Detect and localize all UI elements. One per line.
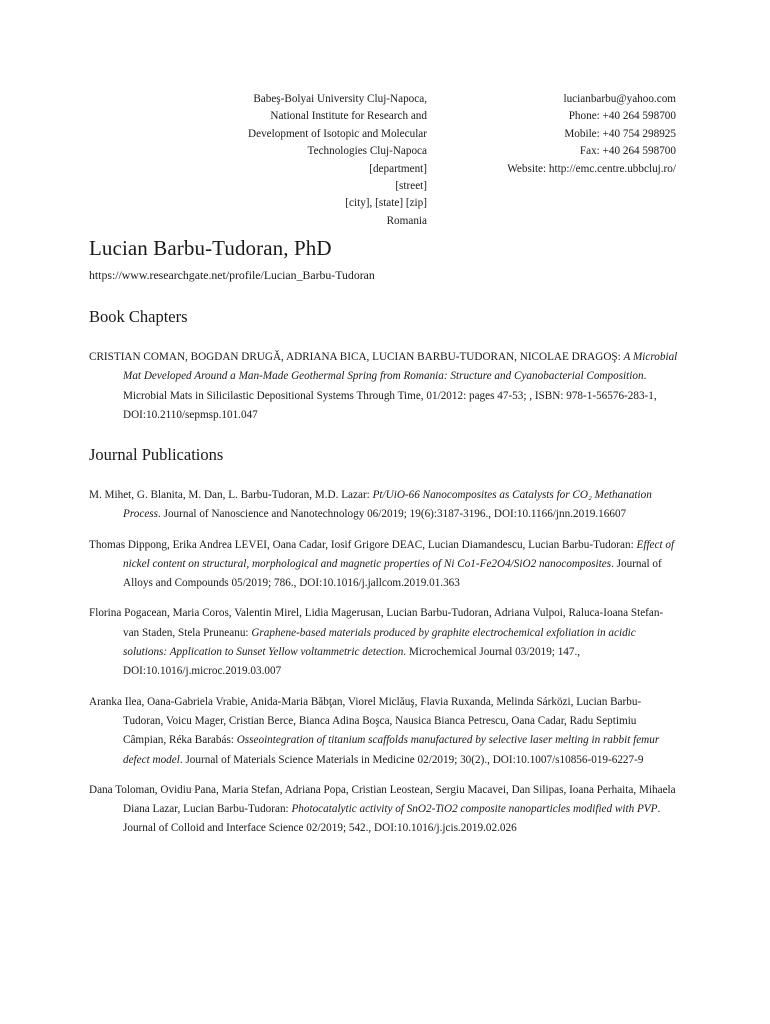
fax-number: Fax: +40 264 598700: [579, 145, 676, 158]
entry-details: . Journal of Colloid and Interface Science 02/2019; 542., DOI:10.1016/j.jcis.2019.02.026: [123, 803, 661, 835]
website-link[interactable]: Website: http://emc.centre.ubbcluj.ro/: [507, 162, 676, 175]
entry-title: Graphene-based materials produced by graphite electrochemical exfoliation in acidic solutions: Application to Sunset Yellow voltammetric detection: [123, 626, 636, 659]
address-line: [department]: [369, 162, 427, 175]
address-line: [street]: [395, 180, 427, 193]
entry-details: . Journal of Materials Science Materials in Medicine 02/2019; 30(2)., DOI:10.1007/s10856-019-6227-9: [179, 753, 644, 766]
entry-title: A Microbial Mat Developed Around a Man-Made Geothermal Spring from Romania: Structure and Cyanobacterial Composition: [123, 351, 678, 383]
list-item: [89, 348, 679, 425]
profile-link[interactable]: https://www.researchgate.net/profile/Lucian_Barbu-Tudoran: [89, 268, 375, 282]
contact-block: [440, 91, 676, 178]
entry-authors: CRISTIAN COMAN, BOGDAN DRUGĂ, ADRIANA BICA, LUCIAN BARBU-TUDORAN, NICOLAE DRAGOŞ:: [89, 351, 624, 363]
address-line: [city], [state] [zip]: [345, 197, 427, 210]
address-line: Development of Isotopic and Molecular: [248, 127, 427, 140]
address-line: National Institute for Research and: [270, 110, 427, 123]
entry-authors: Thomas Dippong, Erika Andrea LEVEI, Oana Cadar, Iosif Grigore DEAC, Lucian Diamandescu, Lucian Barbu-Tudoran:: [89, 538, 637, 551]
person-name: Lucian Barbu-Tudoran, PhD: [89, 236, 332, 260]
entry-title: Effect of nickel content on structural, morphological and magnetic properties of Ni Co1-Fe2O4/SiO2 nanocomposites: [123, 538, 675, 570]
list-item: [89, 693, 679, 770]
book-chapters-list: [89, 348, 679, 436]
journal-publications-list: [89, 486, 679, 850]
entry-authors: M. Mihet, G. Blanita, M. Dan, L. Barbu-Tudoran, M.D. Lazar:: [89, 489, 373, 501]
address-line: Romania: [386, 214, 427, 227]
entry-details: . Journal of Nanoscience and Nanotechnology 06/2019; 19(6):3187-3196., DOI:10.1166/jnn.2019.16607: [158, 508, 627, 521]
entry-details: . Journal of Alloys and Compounds 05/2019; 786., DOI:10.1016/j.jallcom.2019.01.363: [123, 557, 662, 590]
section-heading-book-chapters: Book Chapters: [89, 307, 188, 326]
entry-details: . Microbial Mats in Silicilastic Depositional Systems Through Time, 01/2012: pages 47-53; , ISBN: 978-1-56576-283-1, DOI:10.2110/sepmsp.101.047: [123, 370, 657, 421]
phone-number: Phone: +40 264 598700: [568, 110, 676, 123]
address-line: Technologies Cluj-Napoca: [307, 145, 427, 158]
entry-authors: Florina Pogacean, Maria Coros, Valentin Mirel, Lidia Magerusan, Lucian Barbu-Tudoran, Adriana Vulpoi, Raluca-Ioana Stefan-van Staden, Stela Pruneanu:: [89, 607, 664, 639]
list-item: [89, 486, 679, 525]
address-block: [190, 91, 427, 230]
list-item: [89, 781, 679, 839]
email-link[interactable]: lucianbarbu@yahoo.com: [563, 93, 676, 105]
entry-title: Photocatalytic activity of SnO2-TiO2 composite nanoparticles modified with PVP: [291, 803, 658, 816]
entry-authors: Aranka Ilea, Oana-Gabriela Vrabie, Anida-Maria Băbţan, Viorel Miclăuş, Flavia Ruxanda, Melinda Sárközi, Lucian Barbu-Tudoran, Voicu Mager, Cristian Berce, Bianca Adina Boşca, Nausica Bianca Petrescu, Oana Cadar, Radu Septimiu Câmpian, Réka Barabás:: [89, 695, 642, 747]
address-line: Babeş-Bolyai University Cluj-Napoca,: [253, 93, 427, 105]
list-item: [89, 604, 679, 681]
entry-authors: Dana Toloman, Ovidiu Pana, Maria Stefan, Adriana Popa, Cristian Leostean, Sergiu Macavei, Dan Silipas, Ioana Perhaita, Mihaela Diana Lazar, Lucian Barbu-Tudoran:: [89, 783, 676, 816]
mobile-number: Mobile: +40 754 298925: [564, 127, 676, 140]
entry-title: Osseointegration of titanium scaffolds manufactured by selective laser melting in rabbit femur defect model: [123, 734, 660, 766]
section-heading-journal-publications: Journal Publications: [89, 445, 224, 464]
entry-details: . Microchemical Journal 03/2019; 147., DOI:10.1016/j.microc.2019.03.007: [123, 646, 581, 678]
list-item: [89, 536, 679, 594]
entry-title: Pt/UiO-66 Nanocomposites as Catalysts for CO₂ Methanation Process: [123, 489, 652, 521]
